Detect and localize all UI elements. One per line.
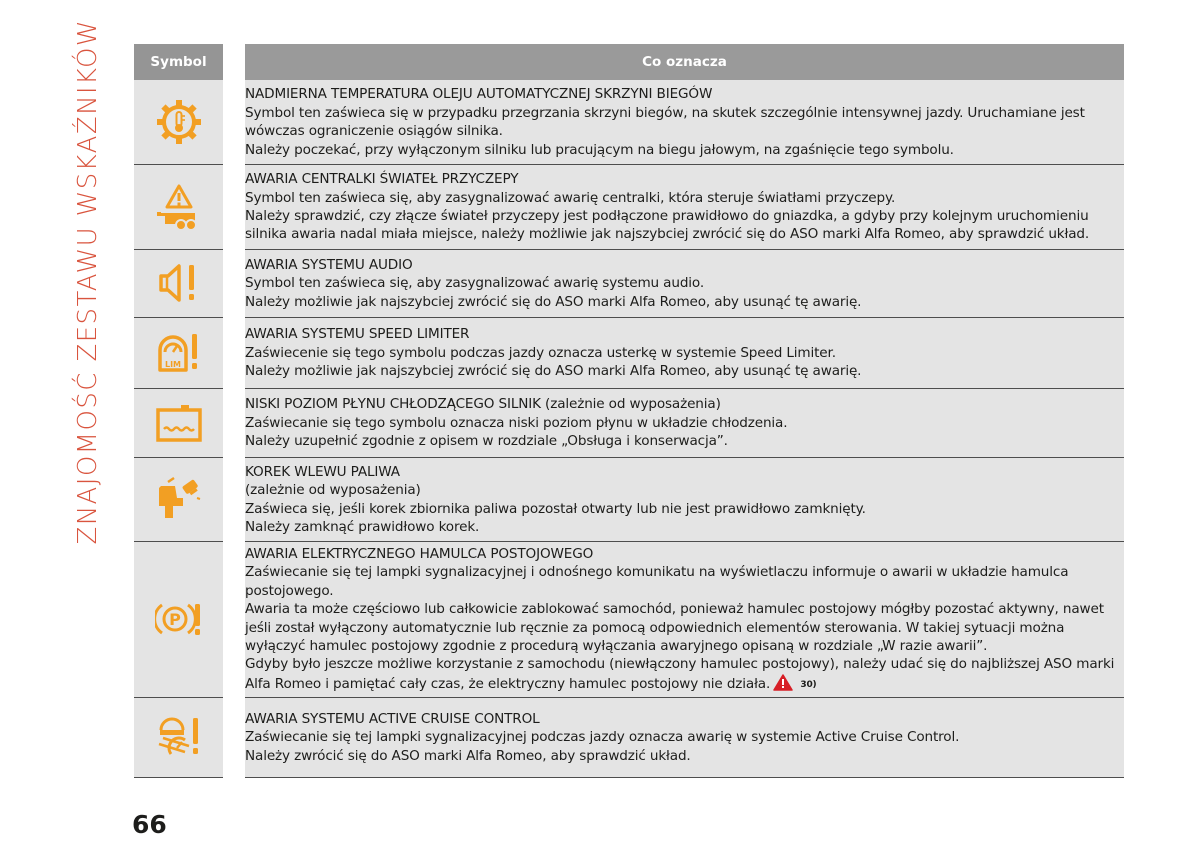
parking-brake-icon-label: P: [168, 610, 181, 629]
table-row: [134, 388, 1124, 457]
row-description: AWARIA SYSTEMU SPEED LIMITER Zaświecenie się tego symbolu podczas jazdy oznacza usterkę w systemie Speed Limiter. Należy możliwie jak najszybciej zwrócić się do ASO marki Alfa Romeo, aby usunąć tę awarię.: [245, 326, 862, 380]
table-row: [134, 697, 1124, 777]
symbol-cell: [134, 249, 234, 317]
symbol-cell: [134, 697, 234, 777]
row-description: KOREK WLEWU PALIWA (zależnie od wyposażenia) Zaświeca się, jeśli korek zbiornika paliwa pozostał otwarty lub nie jest prawidłowo zamknięty. Należy zamknąć prawidłowo korek.: [245, 463, 866, 535]
symbol-cell: [134, 317, 234, 388]
audio-failure-icon: [157, 261, 201, 305]
meaning-cell: [234, 164, 1124, 249]
warning-triangle-icon: [773, 674, 793, 691]
page-number: 66: [132, 810, 167, 839]
symbol-cell: [134, 164, 234, 249]
row-description: AWARIA SYSTEMU AUDIO Symbol ten zaświeca się, aby zasygnalizować awarię systemu audio. Należy możliwie jak najszybciej zwrócić się do ASO marki Alfa Romeo, aby usunąć tę awarię.: [245, 256, 862, 310]
section-title-vertical: [70, 19, 106, 545]
row-description: AWARIA CENTRALKI ŚWIATEŁ PRZYCZEPY Symbol ten zaświeca się, aby zasygnalizować awarię centralki, która steruje światłami przyczepy. Należy sprawdzić, czy złącze świateł przyczepy jest podłączone prawidłowo do gniazdka, a gdyby przy kolejnym uruchomieniu silnika awaria nadal miała miejsce, należy możliwie jak najszybciej zwrócić się do ASO marki Alfa Romeo, aby sprawdzić układ.: [245, 171, 1090, 243]
row-description: [245, 545, 1116, 694]
table-row: [134, 249, 1124, 317]
symbol-cell: [134, 457, 234, 541]
speed-limiter-icon-label: LIM: [164, 359, 181, 369]
row-description: NADMIERNA TEMPERATURA OLEJU AUTOMATYCZNEJ SKRZYNI BIEGÓW Symbol ten zaświeca się w przypadku przegrzania skrzyni biegów, na skutek szczególnie intensywnej jazdy. Uruchamiane jest wówczas ograniczenie osiągów silnika. Należy poczekać, przy wyłączonym silniku lub pracującym na biegu jałowym, na zgaśnięcie tego symbolu.: [245, 86, 1085, 158]
meaning-cell: [234, 80, 1124, 164]
row-description: AWARIA SYSTEMU ACTIVE CRUISE CONTROL Zaświecanie się tej lampki sygnalizacyjnej podczas jazdy oznacza awarię w systemie Active Cruise Control. Należy zwrócić się do ASO marki Alfa Romeo, aby sprawdzić układ.: [245, 710, 960, 764]
row-description-text: AWARIA ELEKTRYCZNEGO HAMULCA POSTOJOWEGO Zaświecanie się tej lampki sygnalizacyjnej i odnośnego komunikatu na wyświetlaczu informuje o awarii w układzie hamulca postojowego. Awaria ta może częściowo lub całkowicie zablokować samochód, ponieważ hamulec postojowy mógłby pozostać aktywny, nawet jeśli został wyłączony automatycznie lub ręcznie za pomocą odpowiednich elementów sterowania. W takiej sytuacji można wyłączyć hamulec postojowy zgodnie z procedurą wyłączania awaryjnego opisaną w rozdziale „W razie awarii”. Gdyby było jeszcze możliwe korzystanie z samochodu (niewłączony hamulec postojowy), należy udać się do najbliższej ASO marki Alfa Romeo i pamiętać cały czas, że elektryczny hamulec postojowy nie działa.: [245, 545, 1115, 692]
table-row: [134, 541, 1124, 697]
footnote-reference[interactable]: 30): [800, 679, 817, 690]
table-header-row: [134, 44, 1124, 80]
meaning-cell: [234, 388, 1124, 457]
symbol-cell: [134, 541, 234, 697]
meaning-cell: [234, 249, 1124, 317]
meaning-cell: [234, 457, 1124, 541]
meaning-cell: [234, 541, 1124, 697]
table-row: [134, 164, 1124, 249]
table-row: [134, 457, 1124, 541]
parking-brake-failure-icon: [155, 599, 203, 639]
speed-limiter-failure-icon: [156, 330, 202, 376]
meaning-cell: [234, 317, 1124, 388]
row-description: NISKI POZIOM PŁYNU CHŁODZĄCEGO SILNIK (zależnie od wyposażenia) Zaświecanie się tego symbolu oznacza niski poziom płynu w układzie chłodzenia. Należy uzupełnić zgodnie z opisem w rozdziale „Obsługa i konserwacja”.: [245, 396, 788, 450]
meaning-cell: [234, 697, 1124, 777]
fuel-cap-icon: [155, 476, 203, 522]
symbol-cell: [134, 388, 234, 457]
section-title: ZNAJOMOŚĆ ZESTAWU WSKAŹNIKÓW: [73, 19, 103, 545]
column-header-meaning: Co oznacza: [234, 44, 1124, 80]
active-cruise-control-failure-icon: [155, 714, 203, 760]
symbol-cell: [134, 80, 234, 164]
column-header-symbol: Symbol: [134, 44, 234, 80]
trailer-lights-failure-icon: [155, 184, 203, 230]
warning-lights-table: [134, 44, 1124, 778]
transmission-temperature-icon: [156, 99, 202, 145]
coolant-level-icon: [155, 403, 203, 443]
table-row: [134, 317, 1124, 388]
table-row: [134, 80, 1124, 164]
